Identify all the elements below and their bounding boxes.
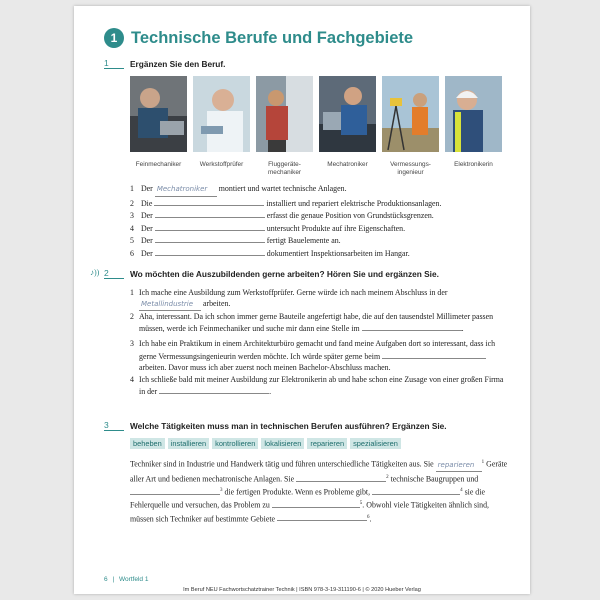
list-item <box>130 209 441 222</box>
item-article: Der <box>140 236 153 246</box>
list-item <box>130 234 441 247</box>
word-chip: reparieren <box>307 438 347 449</box>
answer-field[interactable] <box>130 486 220 495</box>
exercise-3-number: 3 <box>104 420 124 431</box>
item-text: Ich schließe bald mit meiner Ausbildung zur Elektronikerin ab und habe schon eine Zusage von einer großen Firma in der <box>139 374 504 397</box>
exercise-3-instruction: Welche Tätigkeiten muss man in technischen Berufen ausführen? Ergänzen Sie. <box>130 420 447 431</box>
exercise-1-instruction: Ergänzen Sie den Beruf. <box>130 58 226 69</box>
item-text: untersucht Produkte auf ihre Eigenschaften. <box>266 223 406 233</box>
item-article: Die <box>140 198 153 208</box>
list-item <box>130 183 441 197</box>
exercise-3-text <box>130 457 510 525</box>
item-number: 5 <box>130 236 134 246</box>
section-label: Wortfeld 1 <box>118 576 149 583</box>
exercise-1-items <box>130 183 441 260</box>
item-number: 6 <box>130 248 134 258</box>
item-article: Der <box>140 223 153 233</box>
photo-mechatroniker <box>319 76 376 177</box>
item-article: Der <box>140 248 153 258</box>
exercise-2-items <box>130 288 510 399</box>
punctuation: . <box>461 324 464 334</box>
text-segment: technische Baugruppen und <box>390 474 479 484</box>
photo-elektronikerin <box>445 76 502 177</box>
list-item <box>130 247 441 260</box>
word-bank <box>130 438 401 449</box>
exercise-1-number: 1 <box>104 58 124 69</box>
list-item <box>130 197 441 210</box>
item-text: installiert und repariert elektrische Produktionsanlagen. <box>266 198 442 208</box>
imprint: Im Beruf NEU Fachwortschatztrainer Technik | ISBN 978-3-19-311190-6 | © 2020 Hueber Verlag <box>183 587 421 593</box>
item-number: 4 <box>130 374 134 384</box>
word-chip: beheben <box>130 438 165 449</box>
page-footer: 6 | Wortfeld 1 <box>104 576 149 583</box>
item-number: 2 <box>130 198 134 208</box>
item-text: Ich mache eine Ausbildung zum Werkstoffprüfer. Gerne würde ich nach meinem Abschluss in der <box>139 288 448 297</box>
list-item <box>130 288 510 311</box>
punctuation: . <box>269 387 272 397</box>
word-chip: spezialisieren <box>350 438 401 449</box>
photo-werkstoffpruefer <box>193 76 250 177</box>
photo-caption: Vermessungs- ingenieur <box>390 161 431 176</box>
photo-image <box>193 76 250 152</box>
answer-field[interactable] <box>296 473 386 482</box>
gap-number: 2 <box>386 475 389 481</box>
profession-photos <box>130 76 508 177</box>
word-chip: lokalisieren <box>261 438 304 449</box>
item-number: 1 <box>130 288 134 297</box>
answer-field[interactable]: Mechatroniker <box>155 184 217 197</box>
gap-number: 1 <box>481 460 485 465</box>
list-item <box>130 312 510 336</box>
photo-image <box>256 76 313 152</box>
photo-caption: Mechatroniker <box>327 161 368 168</box>
list-item <box>130 339 510 373</box>
answer-field[interactable] <box>277 512 367 521</box>
answer-field[interactable] <box>155 247 265 256</box>
item-text: erfasst die genaue Position von Grundstücksgrenzen. <box>266 211 434 221</box>
exercise-3-header <box>104 420 447 431</box>
text-segment: . <box>369 514 372 524</box>
item-text: Aha, interessant. Da ich schon immer gerne Bauteile angefertigt habe, die auf den tausendstel Millimeter passen müssen, werde ich Feinmechaniker und suche mir dann eine Stelle im <box>139 311 494 334</box>
unit-header <box>104 28 413 48</box>
exercise-2-number: 2 <box>104 268 124 279</box>
answer-field[interactable]: reparieren <box>436 460 482 473</box>
unit-title: Technische Berufe und Fachgebiete <box>131 28 414 47</box>
text-segment: die fertigen Produkte. Wenn es Probleme gibt, <box>224 487 371 497</box>
item-number: 3 <box>130 339 134 349</box>
photo-caption: Werkstoffprüfer <box>199 161 244 168</box>
photo-caption: Feinmechaniker <box>135 161 182 168</box>
item-text: montiert und wartet technische Anlagen. <box>218 184 347 193</box>
answer-field[interactable] <box>154 197 264 206</box>
text-segment: sie die Fehlerquelle und versuchen, das Problem zu <box>130 487 485 510</box>
photo-vermessungsingenieur <box>382 76 439 177</box>
answer-field[interactable] <box>372 486 460 495</box>
item-article: Der <box>140 211 153 221</box>
item-number: 2 <box>130 311 134 321</box>
item-text: dokumentiert Inspektionsarbeiten im Hangar. <box>266 248 410 258</box>
photo-image <box>445 76 502 152</box>
page-number: 6 <box>104 576 108 583</box>
gap-number: 3 <box>220 488 223 494</box>
answer-field[interactable] <box>272 499 360 508</box>
item-text: arbeiten. <box>202 298 231 308</box>
item-text: fertigt Bauelemente an. <box>266 236 341 246</box>
item-article: Der <box>140 184 153 193</box>
item-number: 3 <box>130 211 134 221</box>
item-number: 4 <box>130 223 134 233</box>
text-segment: . Obwohl viele Tätigkeiten ähnlich sind, müssen sich Techniker auf bestimmte Gebiete <box>130 501 490 524</box>
word-chip: installieren <box>168 438 209 449</box>
photo-image <box>319 76 376 152</box>
photo-caption: Elektronikerin <box>454 161 493 168</box>
gap-number: 4 <box>460 488 463 494</box>
exercise-1-header <box>104 58 225 69</box>
photo-feinmechaniker <box>130 76 187 177</box>
item-text: arbeiten. Davor muss ich aber zuerst noch meinen Bachelor-Abschluss machen. <box>139 362 391 372</box>
exercise-2-header <box>104 268 439 279</box>
exercise-2-instruction: Wo möchten die Auszubildenden gerne arbeiten? Hören Sie und ergänzen Sie. <box>130 268 439 279</box>
answer-field[interactable]: Metallindustrie <box>139 299 201 311</box>
answer-field[interactable] <box>382 350 486 359</box>
answer-field[interactable] <box>159 385 272 397</box>
gap-number: 6 <box>367 514 370 520</box>
answer-field[interactable] <box>155 234 265 243</box>
unit-number-badge: 1 <box>104 28 124 48</box>
photo-caption: Fluggeräte- mechaniker <box>267 161 302 176</box>
photo-fluggeraetemechaniker <box>256 76 313 177</box>
list-item <box>130 375 510 399</box>
answer-field[interactable] <box>362 322 464 334</box>
word-chip: kontrollieren <box>212 438 258 449</box>
workbook-page <box>74 6 530 594</box>
audio-icon[interactable]: ♪)) <box>90 268 100 277</box>
photo-image <box>382 76 439 152</box>
text-segment: Geräte aller Art und bedienen mechatronische Anlagen. Sie <box>130 459 508 484</box>
item-text: Ich habe ein Praktikum in einem Architekturbüro gemacht und fand meine Aufgaben dort so interessant, dass ich gerne Vermessungsingenieurin werden möchte. Ich würde später gerne beim <box>139 339 496 361</box>
list-item <box>130 222 441 235</box>
photo-image <box>130 76 187 152</box>
answer-field[interactable] <box>155 209 265 218</box>
item-number: 1 <box>130 184 134 193</box>
text-segment: Techniker sind in Industrie und Handwerk tätig und führen unterschiedliche Tätigkeiten aus. Sie <box>130 459 434 469</box>
gap-number: 5 <box>359 501 363 507</box>
answer-field[interactable] <box>155 222 265 231</box>
